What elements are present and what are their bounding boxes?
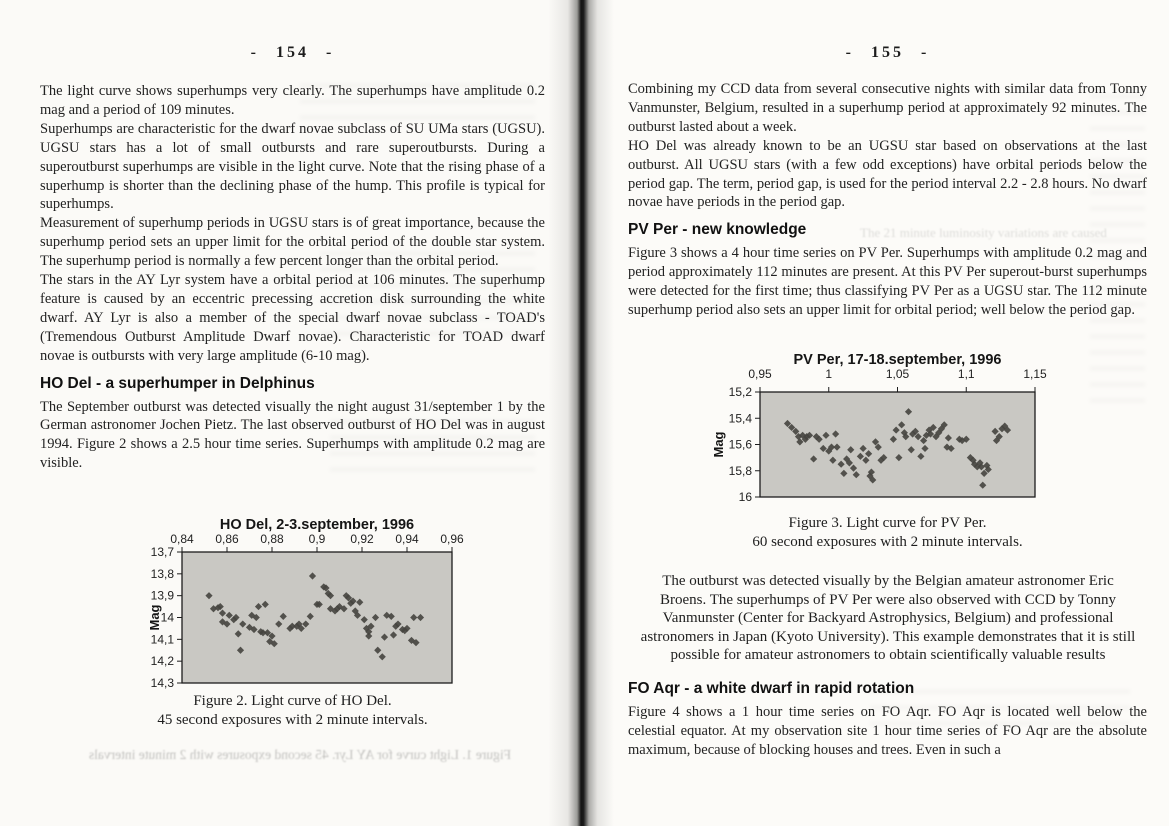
svg-text:Mag: Mag (711, 431, 726, 458)
svg-text:14: 14 (160, 610, 174, 625)
svg-text:Mag: Mag (147, 604, 162, 631)
svg-text:1,1: 1,1 (957, 367, 975, 381)
svg-text:0,84: 0,84 (170, 532, 194, 546)
paragraph: The light curve shows superhumps very clearly. The superhumps have amplitude 0.2 mag and a period of 109 minutes. (40, 83, 545, 118)
bleedthrough-text: The 21 minute luminosity variations are caused (860, 225, 1107, 240)
paragraph: Combining my CCD data from several consecutive nights with similar data from Tonny Vanmunster, Belgium, resulted in a superhump period at approximately 92 minutes. The outburst lasted about a week. (628, 81, 1147, 135)
paragraph: Superhumps are characteristic for the dwarf novae subclass of SU UMa stars (UGSU). UGSU stars has a lot of small outbursts and rare superoutbursts. During a superoutburst superhumps are visible in the light curve. Note that the rising phase of a superhump is shorter than the declining phase of the hump. This profile is typical for superhumps. (40, 120, 545, 213)
svg-text:0,88: 0,88 (260, 532, 284, 546)
svg-text:13,8: 13,8 (150, 566, 174, 581)
figure-3-caption-line-2: 60 second exposures with 2 minute intervals. (752, 534, 1023, 550)
figure-3-chart (705, 350, 1050, 505)
svg-text:1,15: 1,15 (1023, 367, 1047, 381)
paragraph: The stars in the AY Lyr system have a orbital period at 106 minutes. The superhump feature is caused by an eccentric precessing accretion disk surrounding the white dwarf. AY Lyr is also a member of the special dwarf novae subclass - TOAD's (Tremendous Outburst Amplitude Dwarf novae). Characteristic for TOAD dwarf novae is outbursts with very large amplitude (6-10 mag). (40, 272, 545, 364)
figure-2-caption-line-2: 45 second exposures with 2 minute intervals. (157, 712, 428, 728)
right-page-body-top (628, 80, 1147, 320)
svg-text:0,96: 0,96 (440, 532, 464, 546)
svg-text:15,8: 15,8 (728, 463, 752, 478)
svg-text:0,92: 0,92 (350, 532, 374, 546)
section-heading-pv-per: PV Per - new knowledge (628, 221, 807, 239)
paragraph: HO Del was already known to be an UGSU star based on observations at the last outburst. All UGSU stars (with a few odd exceptions) have orbital periods below the period gap. The term, period gap, is used for the period interval 2.2 - 2.8 hours. No dwarf novae have periods in the period gap. (628, 137, 1147, 211)
svg-text:15,6: 15,6 (728, 437, 752, 452)
paragraph: Figure 3 shows a 4 hour time series on PV Per. Superhumps with amplitude 0.2 mag and period approximately 112 minutes are present. At this PV Per superout-burst superhumps were detected for the first time; thus classifying PV Per as a UGSU star. The 112 minute superhump period also sets an upper limit for orbital period; well below the period gap. (628, 245, 1147, 318)
svg-text:13,7: 13,7 (150, 545, 174, 559)
figure-2-caption (40, 692, 545, 730)
paragraph-centered: The outburst was detected visually by the Belgian amateur astronomer Eric Broens. The superhumps of PV Per were also observed with CCD by Tonny Vanmunster (Center for Backyard Astrophysics, Belgium) and professional astronomers in Japan (Kyoto University). This example demonstrates that it is still possible for amateur astronomers to obtain scientifically valuable results (640, 573, 1136, 664)
figure-3-caption-line-1: Figure 3. Light curve for PV Per. (788, 515, 987, 531)
page-number-right: - 155 - (845, 44, 930, 61)
svg-text:0,95: 0,95 (748, 367, 772, 381)
figure-2-caption-line-1: Figure 2. Light curve of HO Del. (193, 693, 392, 709)
paragraph: Measurement of superhump periods in UGSU stars is of great importance, because the superhump period sets an upper limit for the orbital period of the double star system. The superhump period is normally a few percent longer than the orbital period. (40, 215, 545, 270)
page-gutter (548, 0, 614, 826)
svg-text:PV Per, 17-18.september, 1996: PV Per, 17-18.september, 1996 (793, 352, 1002, 368)
section-heading-ho-del: HO Del - a superhumper in Delphinus (40, 374, 315, 392)
page-154 (0, 0, 578, 826)
svg-text:0,9: 0,9 (308, 532, 326, 546)
svg-text:13,9: 13,9 (150, 588, 174, 603)
svg-text:16: 16 (738, 490, 752, 504)
svg-text:HO Del, 2-3.september, 1996: HO Del, 2-3.september, 1996 (219, 517, 415, 533)
left-page-body (40, 82, 545, 473)
paragraph: Figure 4 shows a 1 hour time series on FO Aqr. FO Aqr is located well below the celestial equator. At my observation site 1 hour time series of FO Aqr are the absolute maximum, because of blocking houses and trees. Even in such a (628, 703, 1147, 758)
svg-text:14,3: 14,3 (150, 676, 174, 690)
page-155 (590, 0, 1169, 826)
figure-2-chart (145, 512, 475, 692)
section-heading-fo-aqr: FO Aqr - a white dwarf in rapid rotation (628, 680, 915, 697)
right-page-body-bottom (628, 680, 1147, 760)
svg-text:1: 1 (825, 367, 833, 381)
figure-3-caption (628, 514, 1147, 552)
svg-text:15,4: 15,4 (728, 411, 752, 426)
svg-text:0,86: 0,86 (215, 532, 239, 546)
svg-text:0,94: 0,94 (395, 532, 419, 546)
page-number-left: - 154 - (250, 44, 335, 61)
bleedthrough-text: Figure 1. Light curve for AY Lyr. 45 second exposures with 2 minute intervals (88, 747, 512, 762)
svg-text:14,2: 14,2 (150, 654, 174, 669)
paragraph: The September outburst was detected visually the night august 31/september 1 by the German astronomer Jochen Pietz. The last observed outburst of HO Del was in august 1994. Figure 2 shows a 2.5 hour time series. Superhumps with amplitude 0.2 mag are visible. (40, 398, 545, 472)
svg-text:15,2: 15,2 (728, 385, 752, 399)
svg-text:14,1: 14,1 (150, 632, 174, 647)
svg-text:1,05: 1,05 (885, 367, 910, 381)
